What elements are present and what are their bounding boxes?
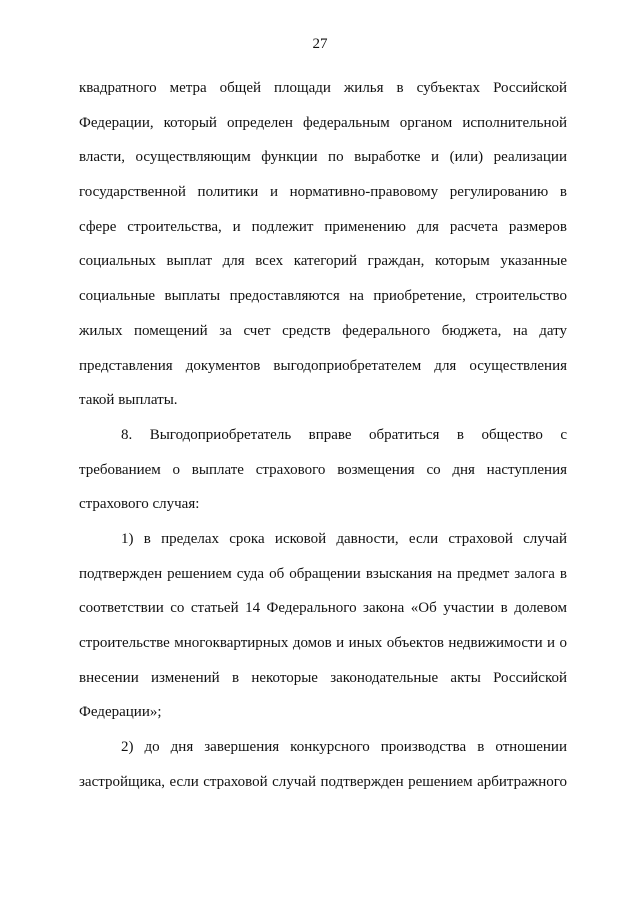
text-line: 2) до дня завершения конкурсного производства в отношении xyxy=(121,739,567,756)
text-line: подтвержден решением суда об обращении взыскания на предмет залога в xyxy=(79,565,567,582)
text-line: такой выплаты. xyxy=(79,392,178,409)
text-line: 8. Выгодоприобретатель вправе обратиться в общество с xyxy=(121,426,567,443)
text-line: страхового случая: xyxy=(79,496,200,513)
text-line: 1) в пределах срока исковой давности, если страховой случай xyxy=(121,530,567,547)
paragraph-item-8 xyxy=(79,418,567,522)
text-line: требованием о выплате страхового возмещения со дня наступления xyxy=(79,461,567,478)
paragraph-subitem-1 xyxy=(79,522,567,730)
text-line: государственной политики и нормативно-правовому регулированию в xyxy=(79,184,567,201)
text-line: соответствии со статьей 14 Федерального закона «Об участии в долевом xyxy=(79,600,567,617)
text-line: социальных выплат для всех категорий граждан, которым указанные xyxy=(79,253,567,270)
text-line: власти, осуществляющим функции по выработке и (или) реализации xyxy=(79,149,567,166)
page-number: 27 xyxy=(312,36,328,52)
text-line: сфере строительства, и подлежит применению для расчета размеров xyxy=(79,218,567,235)
text-line: жилых помещений за счет средств федерального бюджета, на дату xyxy=(79,322,567,339)
document-body xyxy=(79,71,567,799)
text-line: Федерации, который определен федеральным органом исполнительной xyxy=(79,114,567,131)
text-line: строительстве многоквартирных домов и иных объектов недвижимости и о xyxy=(79,635,567,651)
text-line: Федерации»; xyxy=(79,704,162,721)
text-line: социальные выплаты предоставляются на приобретение, строительство xyxy=(79,288,567,305)
text-line: внесении изменений в некоторые законодательные акты Российской xyxy=(79,669,567,686)
text-line: представления документов выгодоприобретателем для осуществления xyxy=(79,357,567,374)
paragraph-continuation xyxy=(79,71,567,418)
text-line: застройщика, если страховой случай подтвержден решением арбитражного xyxy=(79,773,567,790)
paragraph-subitem-2 xyxy=(79,730,567,799)
text-line: квадратного метра общей площади жилья в субъектах Российской xyxy=(79,80,567,96)
